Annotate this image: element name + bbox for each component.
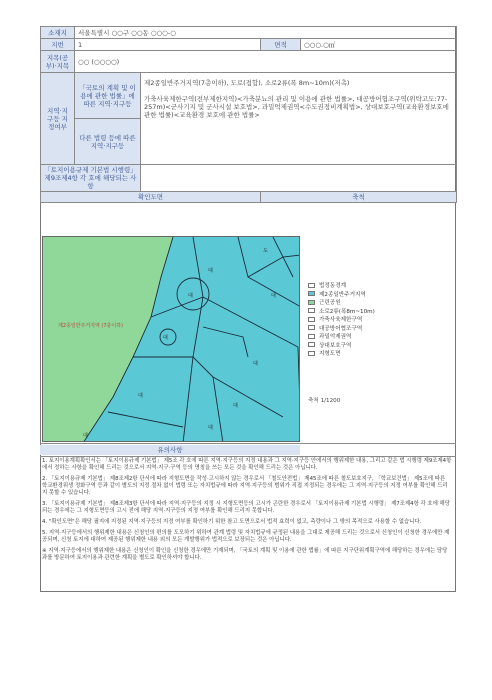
zoning-value-1: 제2종일반주거지역(7층이하), 도로(접합), 소로2류(폭 8m~10m)(저촉) <box>144 79 350 87</box>
legend-swatch <box>308 283 315 288</box>
legend-swatch <box>308 334 315 339</box>
legend-label: 지형도면 <box>319 351 341 358</box>
legend-label: 가축사육제한구역 <box>319 317 363 324</box>
legend-label: 대공방어협조구역 <box>319 325 363 332</box>
notes-list <box>42 458 452 566</box>
notes-header: 유의사항 <box>40 445 300 455</box>
park-zone <box>43 237 173 442</box>
legend-item <box>308 332 448 341</box>
parcel-label-8: 대 <box>233 403 238 409</box>
note-item: 1. 토지이용계획확인서는 「토지이용규제 기본법」 제5조 각 호에 따른 지역·지구등의 지정 내용과 그 지역·지구등 안에서의 행위제한 내용, 그리고 같은 법 시행령 제9조제4항에서 정하는 사항을 확인해 드리는 것으로서 지역·지구·구역 등의 명칭을 쓰는 모든 것을 확인해 드리는 것은 아닙니다. <box>42 458 452 471</box>
map-header-left: 확인도면 <box>41 192 261 203</box>
note-item: 4. "확인도면"은 해당 필지에 지정된 지역·지구등의 지정 여부를 확인하기 위한 참고 도면으로서 법적 효력이 없고, 측량이나 그 밖의 목적으로 사용할 수 없습니다. <box>42 519 422 525</box>
zoning-value-2: 가축사육제한구역(전부제한지역)<가축분뇨의 관리 및 이용에 관한 법률>, 대공방어협조구역(위탁고도:77-257m)<군사기지 및 군사시설 보호법>, 과밀억제권역<수도권정비계획법>, 상대보호구역(교육환경보호에 관한 법률)<교육환경 보호에 관한 법률> <box>144 95 449 119</box>
legend-label: 상대보호구역 <box>319 342 352 349</box>
legend-item <box>308 324 448 333</box>
legend-label: 소로2류(폭8m~10m) <box>319 308 375 315</box>
legend-swatch <box>308 342 315 347</box>
confirmation-map <box>42 236 300 442</box>
notes-divider-bottom <box>40 456 456 457</box>
legend-label: 근린공원 <box>319 300 341 307</box>
legend-swatch <box>308 351 315 356</box>
parcel-map-svg <box>43 237 300 442</box>
lot-number-value: 1 <box>75 39 261 51</box>
land-use-certificate-page <box>40 26 456 596</box>
regulation-label: 「토지이용규제 기본법 시행령」 제9조제4항 각 호에 해당되는 사항 <box>41 165 141 192</box>
legend-item <box>308 298 448 307</box>
legend-label: 법정동경계 <box>319 283 347 290</box>
land-category-value: ○○ (○○○○) <box>75 51 457 73</box>
parcel-label-7: 대 <box>138 393 143 399</box>
legend-swatch <box>308 291 315 296</box>
parcel-label-5: 대 <box>163 335 168 341</box>
legend-item <box>308 290 448 299</box>
legend-label: 과밀억제권역 <box>319 334 352 341</box>
land-category-label: 지목(공부)·지목 <box>41 51 75 73</box>
location-value: 서울특별시 ○○구 ○○동 ○○○-○ <box>75 27 457 39</box>
note-item: 2. 「토지이용규제 기본법」 제8조제2항 단서에 따라 지형도면을 작성·고시하지 않는 경우로서 「철도안전법」 제45조에 따른 철도보호지구, 「학교보건법」 제5조에 따른 학교환경위생 정화구역 등과 같이 별도의 지정 절차 없이 법령 또는 자치법규에 따라 지역·지구등의 범위가 직접 지정되는 경우에는 그 지역·지구등의 지정 여부를 확인해 드리지 못할 수 있습니다. <box>42 476 448 496</box>
note-item: ※ 지역·지구등에서의 행위제한 내용은 신청인이 확인을 신청한 경우에만 기재되며, 「국토의 계획 및 이용에 관한 법률」에 따른 지구단위계획구역에 해당하는 경우에는 담당 과를 방문하여 토지이용과 관련한 계획을 별도로 확인하셔야 합니다. <box>42 548 448 561</box>
regulation-value <box>141 165 457 192</box>
location-label: 소재지 <box>41 27 75 39</box>
legend-item <box>308 341 448 350</box>
certificate-form-table <box>40 26 457 203</box>
area-label: 면적 <box>261 39 301 51</box>
legend-swatch <box>308 308 315 313</box>
parcel-label-4: 대 <box>271 293 276 299</box>
legend-swatch <box>308 300 315 305</box>
parcel-label-1: 대 <box>208 268 213 274</box>
lot-number-label: 지번 <box>41 39 75 51</box>
outside-zone-label: 제2종일반주거지역 (7층이하) <box>58 323 123 329</box>
parcel-label-3: 도 <box>263 248 268 254</box>
notes-divider <box>40 443 456 444</box>
zoning-sub2-label: 다른 법령 등에 따른 지역·지구등 <box>75 119 141 165</box>
map-scale: 축척 1/1200 <box>308 398 341 404</box>
zoning-label: 지역·지구등 지정여부 <box>41 73 75 165</box>
note-item: 5. 지역·지구등에서의 행위제한 내용은 신청인의 편의를 도모하기 위하여 관계 법령 및 자치법규에 규정된 내용을 그대로 제공해 드리는 것으로서 신청인이 신청한 경우에만 제공되며, 신청 토지에 대하여 제공된 행위제한 내용 외의 모든 개발행위가 법적으로 보장되는 것은 아닙니다. <box>42 530 450 543</box>
parcel-label-9: 대 <box>208 425 213 431</box>
area-value: ○○○.○㎡ <box>301 39 457 51</box>
parcel-label-10: 대 <box>83 433 88 439</box>
legend-item <box>308 349 448 358</box>
legend-swatch <box>308 317 315 322</box>
legend-item <box>308 281 448 290</box>
legend-item <box>308 315 448 324</box>
map-header-right: 축척 <box>261 192 457 203</box>
legend-label: 제2종일반주거지역 <box>319 291 366 298</box>
zoning-value-cell <box>141 73 457 165</box>
map-legend <box>308 281 448 358</box>
legend-item <box>308 307 448 316</box>
zoning-sub1-label: 「국토의 계획 및 이용에 관한 법률」에 따른 지역·지구등 <box>75 73 141 119</box>
note-item: 3. 「토지이용규제 기본법」 제8조제3항 단서에 따라 지역·지구등의 지정 시 지형도면등의 고시가 곤란한 경우로서 「토지이용규제 기본법 시행령」 제7조제4항 각 호에 해당되는 경우에는 그 지형도면등의 고시 전에 해당 지역·지구등의 지정 여부를 확인해 드리지 못합니다. <box>42 501 450 514</box>
parcel-label-2: 대 <box>188 293 193 299</box>
legend-swatch <box>308 325 315 330</box>
parcel-label-6: 대 <box>253 361 258 367</box>
